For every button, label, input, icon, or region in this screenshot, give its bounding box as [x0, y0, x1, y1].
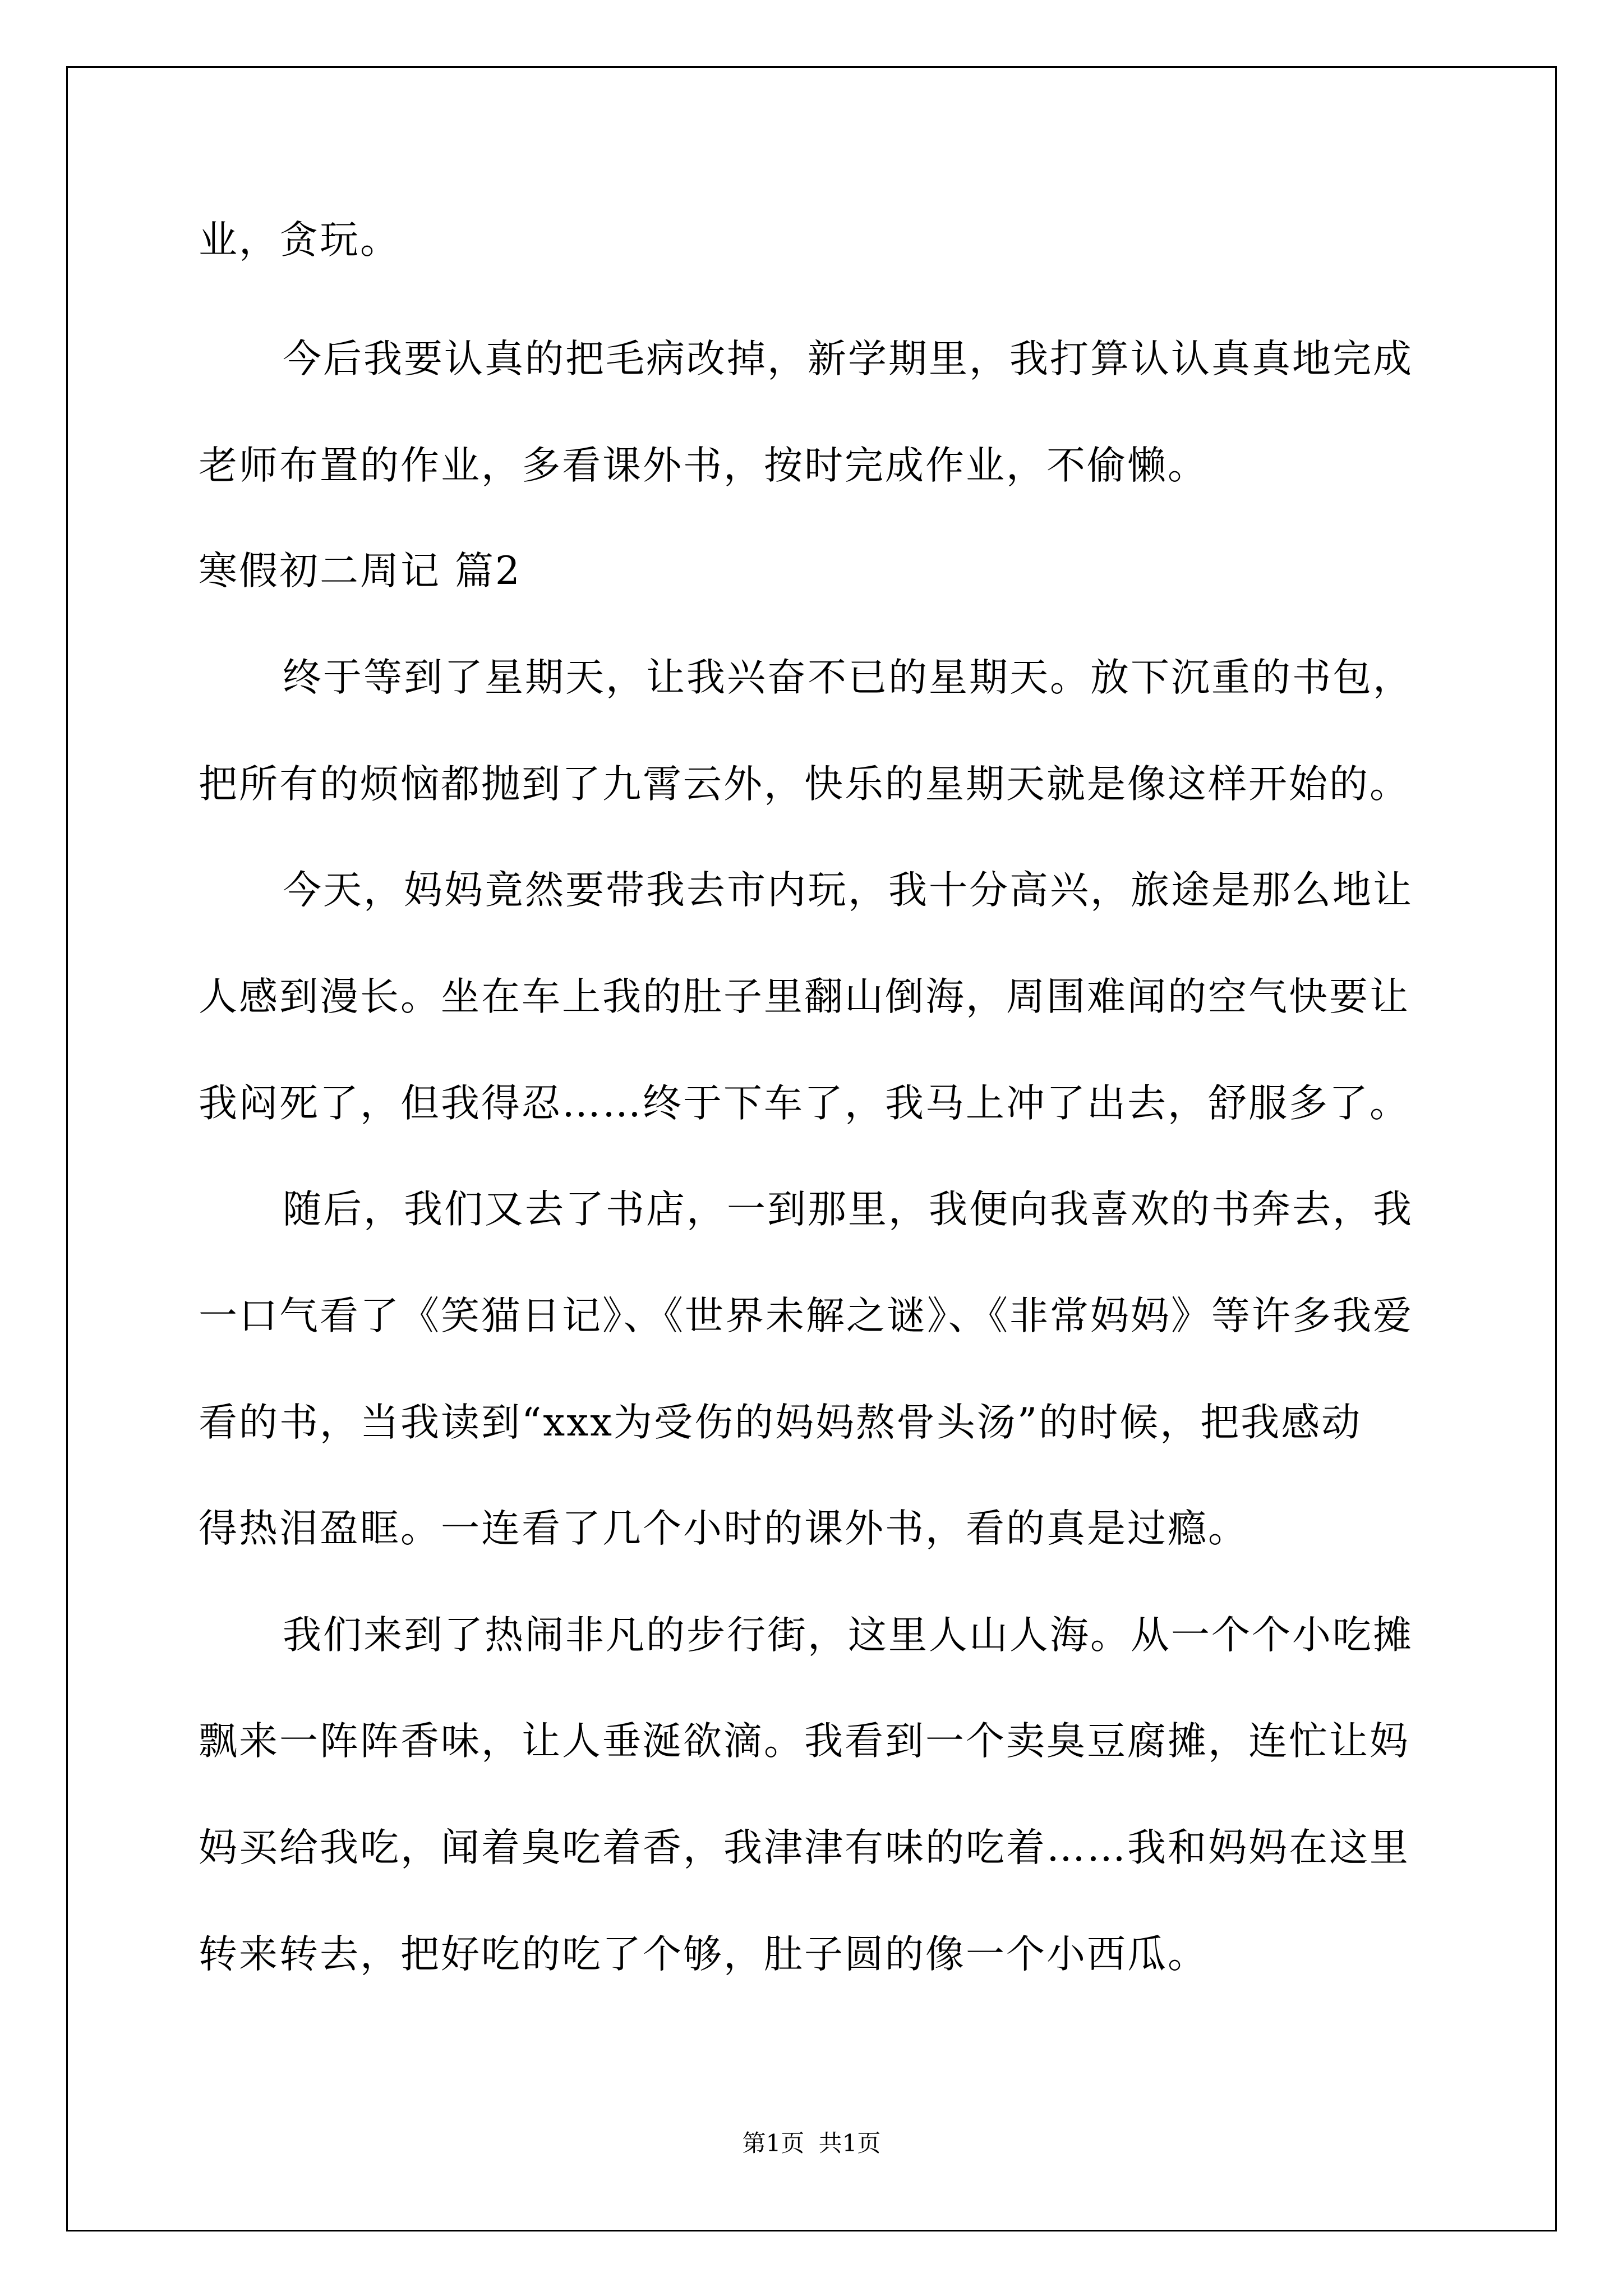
paragraph-line: 我们来到了热闹非凡的步行街，这里人山人海。从一个个小吃摊	[283, 1613, 1413, 1658]
paragraph-line: 今后我要认真的把毛病改掉，新学期里，我打算认认真真地完成	[283, 337, 1413, 381]
paragraph-line: 得热泪盈眶。一连看了几个小时的课外书，看的真是过瘾。	[199, 1506, 1248, 1551]
paragraph-line: 一口气看了《笑猫日记》、《世界未解之谜》、《非常妈妈》等许多我爱	[199, 1294, 1413, 1338]
page-total: 共1页	[818, 2129, 881, 2157]
paragraph-line: 飘来一阵阵香味，让人垂涎欲滴。我看到一个卖臭豆腐摊，连忙让妈	[199, 1719, 1410, 1764]
paragraph-line: 我闷死了，但我得忍……终于下车了，我马上冲了出去，舒服多了。	[199, 1081, 1410, 1126]
paragraph-line: 业，贪玩。	[199, 218, 400, 263]
paragraph-line: 人感到漫长。坐在车上我的肚子里翻山倒海，周围难闻的空气快要让	[199, 974, 1410, 1019]
paragraph-line: 转来转去，把好吃的吃了个够，肚子圆的像一个小西瓜。	[199, 1932, 1208, 1977]
page-border	[66, 66, 1557, 2231]
paragraph-line: 妈买给我吃，闻着臭吃着香，我津津有味的吃着……我和妈妈在这里	[199, 1825, 1410, 1870]
page-number: 第1页	[742, 2129, 805, 2157]
page-footer	[0, 2129, 1623, 2157]
paragraph-line: 看的书，当我读到“xxx为受伤的妈妈熬骨头汤”的时候，把我感动	[199, 1400, 1362, 1445]
paragraph-line: 随后，我们又去了书店，一到那里，我便向我喜欢的书奔去，我	[283, 1187, 1413, 1232]
paragraph-line: 今天，妈妈竟然要带我去市内玩，我十分高兴，旅途是那么地让	[283, 868, 1413, 913]
paragraph-line: 终于等到了星期天，让我兴奋不已的星期天。放下沉重的书包，	[283, 655, 1413, 700]
section-heading: 寒假初二周记 篇2	[199, 549, 522, 593]
paragraph-line: 把所有的烦恼都抛到了九霄云外，快乐的星期天就是像这样开始的。	[199, 762, 1410, 807]
paragraph-line: 老师布置的作业，多看课外书，按时完成作业，不偷懒。	[199, 443, 1208, 488]
